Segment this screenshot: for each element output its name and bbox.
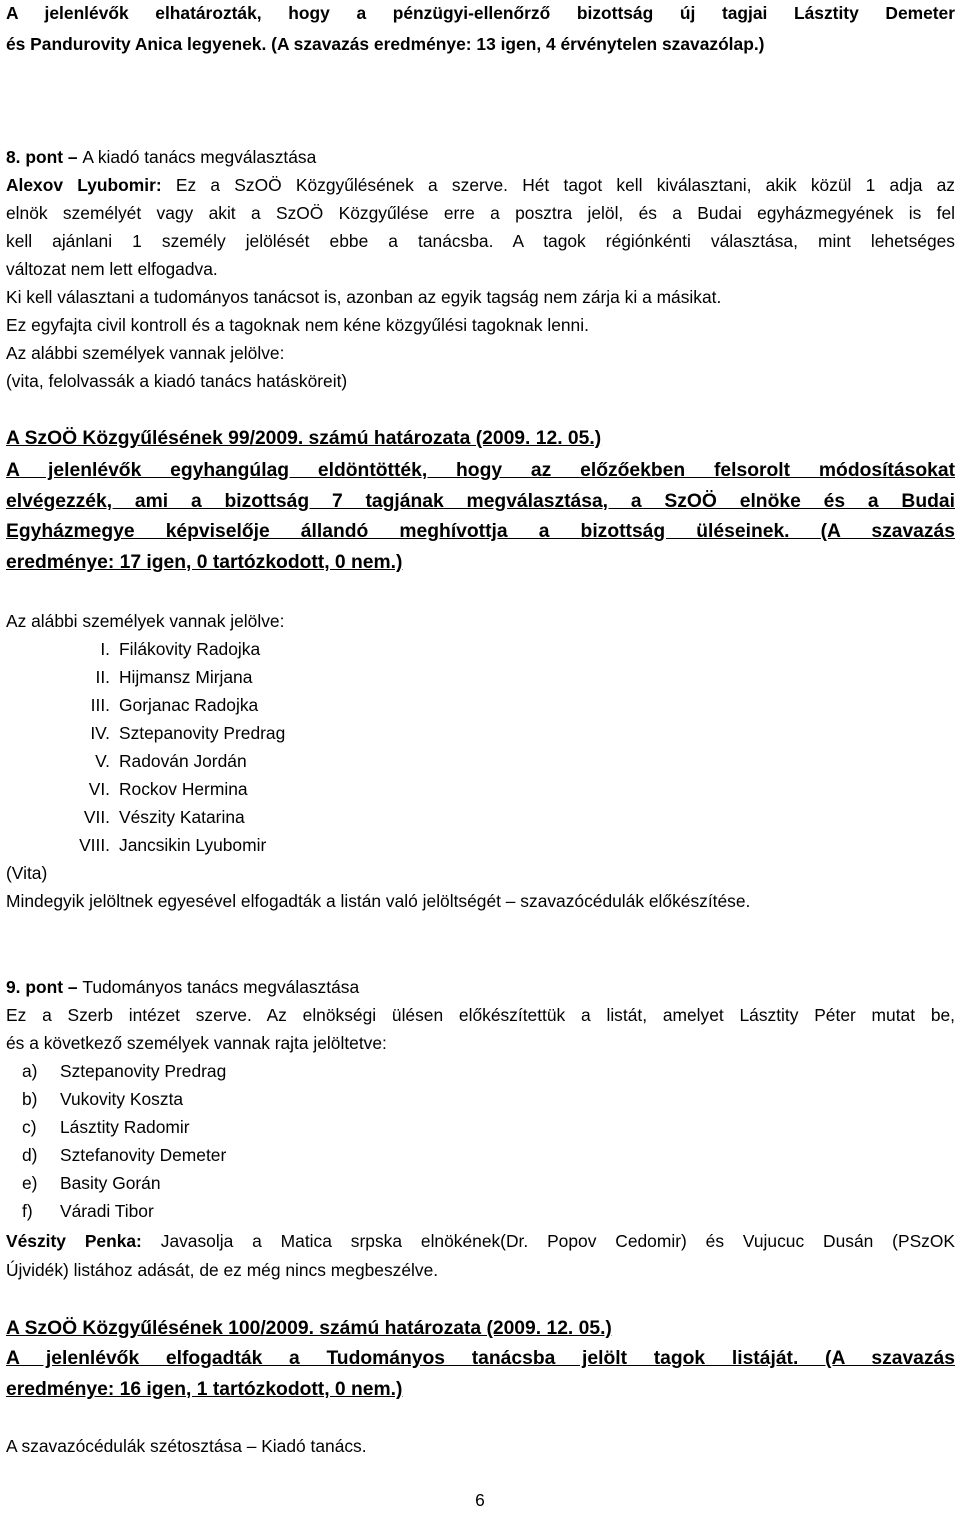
list-name: Rockov Hermina xyxy=(119,779,248,799)
list-number: d) xyxy=(22,1145,38,1165)
list-number: c) xyxy=(22,1117,37,1137)
text-line: Ez a Szerb intézet szerve. Az elnökségi ülésen előkészítettük a listát, amelyet Lásztity Péter mutat be, xyxy=(6,1005,955,1025)
speech-text: Ez a SzOÖ Közgyűlésének a szerve. Hét tagot kell kiválasztani, akik közül 1 adja az xyxy=(161,175,956,195)
list-number: VII. xyxy=(83,807,110,827)
list-number: f) xyxy=(22,1201,33,1221)
list-number: V. xyxy=(95,751,110,771)
list-item xyxy=(6,1200,955,1222)
list-name: Filákovity Radojka xyxy=(119,639,261,659)
list-item xyxy=(6,666,955,688)
list-item xyxy=(6,1116,955,1138)
list-number: a) xyxy=(22,1061,38,1081)
resolution-title: A SzOÖ Közgyűlésének 99/2009. számú határozata (2009. 12. 05.) xyxy=(6,428,602,449)
list-item xyxy=(6,750,955,772)
list-number: e) xyxy=(22,1173,38,1193)
speaker-name: Vészity Penka: xyxy=(6,1231,142,1251)
list-number: IV. xyxy=(90,723,110,743)
list-number: b) xyxy=(22,1089,38,1109)
closing-line: A szavazócédulák szétosztása – Kiadó tanács. xyxy=(6,1436,367,1456)
list-number: II. xyxy=(95,667,110,687)
nominees-heading: Az alábbi személyek vannak jelölve: xyxy=(6,611,285,631)
speech-line: elnök személyét vagy akit a SzOÖ Közgyűlése erre a posztra jelöl, és a Budai egyházmegyének is fel xyxy=(6,203,955,223)
resolution-text-line: A jelenlévők egyhangúlag eldöntötték, hogy az előzőekben felsorolt módosításokat xyxy=(6,460,955,481)
list-name: Sztefanovity Demeter xyxy=(60,1145,227,1165)
list-number: I. xyxy=(100,639,110,659)
list-item xyxy=(6,694,955,716)
list-name: Váradi Tibor xyxy=(60,1201,154,1221)
speech-line: változat nem lett elfogadva. xyxy=(6,259,218,279)
agenda-dash: – xyxy=(63,977,83,997)
speaker-name: Alexov Lyubomir: xyxy=(6,175,162,195)
text-line: és a következő személyek vannak rajta jelöltetve: xyxy=(6,1033,387,1053)
speech-line: Ki kell választani a tudományos tanácsot is, azonban az egyik tagság nem zárja ki a másikat. xyxy=(6,287,722,307)
speech-line: Újvidék) listához adását, de ez még nincs megbeszélve. xyxy=(6,1260,439,1280)
list-name: Basity Gorán xyxy=(60,1173,161,1193)
list-name: Vukovity Koszta xyxy=(60,1089,184,1109)
list-item xyxy=(6,778,955,800)
resolution-text-line: eredménye: 17 igen, 0 tartózkodott, 0 nem.) xyxy=(6,552,403,573)
list-name: Sztepanovity Predrag xyxy=(60,1061,227,1081)
resolution-text-line: Egyházmegye képviselője állandó meghívottja a bizottság üléseinek. (A szavazás xyxy=(6,521,955,542)
vita-note: (Vita) xyxy=(6,863,48,883)
list-name: Sztepanovity Predrag xyxy=(119,723,286,743)
text-line: Mindegyik jelöltnek egyesével elfogadták a listán való jelöltségét – szavazócédulák előkészítése. xyxy=(6,891,751,911)
speaker-line xyxy=(6,174,955,196)
page-number: 6 xyxy=(475,1490,485,1510)
list-name: Jancsikin Lyubomir xyxy=(119,835,267,855)
agenda-item-number: 8. pont xyxy=(6,147,63,167)
speech-line: kell ajánlani 1 személy jelölését ebbe a tanácsba. A tagok régiónkénti választása, mint lehetséges xyxy=(6,231,955,251)
resolution-text-line: A jelenlévők elfogadták a Tudományos tanácsba jelölt tagok listáját. (A szavazás xyxy=(6,1348,955,1369)
list-name: Lásztity Radomir xyxy=(60,1117,190,1137)
list-item xyxy=(6,806,955,828)
resolution-text-line: eredménye: 16 igen, 1 tartózkodott, 0 nem.) xyxy=(6,1379,403,1400)
agenda-item-title: Tudományos tanács megválasztása xyxy=(82,977,360,997)
speech-line: Ez egyfajta civil kontroll és a tagoknak nem kéne közgyűlési tagoknak lenni. xyxy=(6,315,589,335)
speaker-line xyxy=(6,1230,955,1252)
agenda-item-9 xyxy=(6,976,955,998)
speech-line: (vita, felolvassák a kiadó tanács hatásköreit) xyxy=(6,371,348,391)
agenda-item-title: A kiadó tanács megválasztása xyxy=(82,147,317,167)
resolution-text-line: A jelenlévők elhatározták, hogy a pénzügyi-ellenőrző bizottság új tagjai Lásztity Demeter xyxy=(6,3,955,23)
list-item xyxy=(6,1172,955,1194)
list-name: Vészity Katarina xyxy=(119,807,245,827)
speech-text: Javasolja a Matica srpska elnökének(Dr. Popov Cedomir) és Vujucuc Dusán (PSzOK xyxy=(141,1231,955,1251)
list-name: Radován Jordán xyxy=(119,751,247,771)
list-item xyxy=(6,1088,955,1110)
resolution-text-line: és Pandurovity Anica legyenek. (A szavazás eredménye: 13 igen, 4 érvénytelen szavazólap.) xyxy=(6,34,765,54)
list-name: Gorjanac Radojka xyxy=(119,695,259,715)
agenda-dash: – xyxy=(63,147,83,167)
agenda-item-8 xyxy=(6,146,955,168)
list-name: Hijmansz Mirjana xyxy=(119,667,253,687)
resolution-text-line: elvégezzék, ami a bizottság 7 tagjának megválasztása, a SzOÖ elnöke és a Budai xyxy=(6,491,955,512)
list-item xyxy=(6,638,955,660)
list-item xyxy=(6,722,955,744)
agenda-item-number: 9. pont xyxy=(6,977,63,997)
list-item xyxy=(6,834,955,856)
list-number: III. xyxy=(90,695,110,715)
list-item xyxy=(6,1144,955,1166)
list-number: VIII. xyxy=(79,835,110,855)
resolution-title: A SzOÖ Közgyűlésének 100/2009. számú határozata (2009. 12. 05.) xyxy=(6,1318,612,1339)
list-number: VI. xyxy=(88,779,110,799)
list-item xyxy=(6,1060,955,1082)
speech-line: Az alábbi személyek vannak jelölve: xyxy=(6,343,285,363)
